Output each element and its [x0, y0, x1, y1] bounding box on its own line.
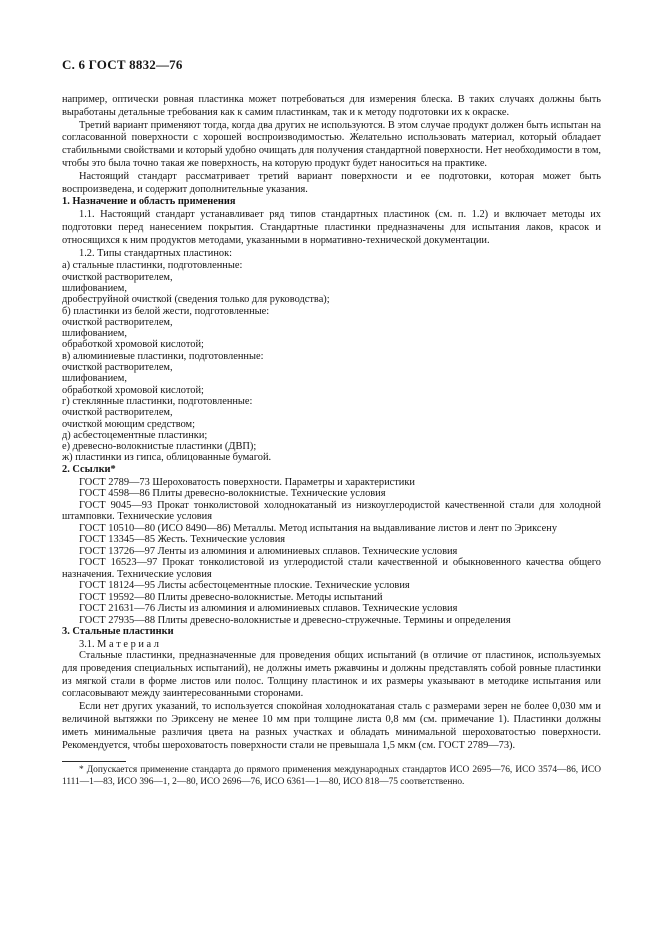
plate-type-item: обработкой хромовой кислотой; [62, 384, 204, 396]
intro-paragraph: Третий вариант применяют тогда, когда два других не используются. В этом случае продукт должен быть испытан на согласованной поверхности с хорошей воспроизводимостью. Желательно использовать материал, который обладает стабильными свойствами и который удобно очищать для получения стандартной поверхности. Нет необходимости в том, чтобы это была точно такая же поверхность, на которую продукт будет наноситься на практике. [62, 119, 601, 169]
plate-type-item: обработкой хромовой кислотой; [62, 339, 204, 351]
gost-reference: ГОСТ 13345—85 Жесть. Технические условия [79, 534, 286, 545]
gost-reference: ГОСТ 4598—86 Плиты древесно-волокнистые. Технические условия [79, 488, 386, 499]
plate-type-item: очисткой растворителем, [62, 362, 173, 374]
plate-type-item: д) асбестоцементные пластинки; [62, 429, 208, 441]
plate-type-item: а) стальные пластинки, подготовленные: [62, 260, 243, 272]
gost-reference: ГОСТ 2789—73 Шероховатость поверхности. Параметры и характеристики [79, 476, 415, 488]
gost-reference: ГОСТ 18124—95 Листы асбестоцементные плоские. Технические условия [79, 580, 410, 591]
footnote-divider [62, 761, 126, 762]
section-3-heading: 3. Стальные пластинки [62, 626, 174, 637]
footnote-text: * Допускается применение стандарта до прямого применения международных стандартов ИСО 2695—76, ИСО 3574—86, ИСО 1111—1—83, ИСО 396—1, 2—80, ИСО 2696—76, ИСО 6361—1—80, ИСО 818—75 соответственно. [62, 765, 601, 787]
gost-reference: ГОСТ 9045—93 Прокат тонколистовой холоднокатаный из низкоуглеродистой качественной стали для холодной штамповки. Технические условия [62, 499, 601, 522]
gost-reference: ГОСТ 21631—76 Листы из алюминия и алюминиевых сплавов. Технические условия [79, 603, 458, 614]
plate-type-item: очисткой моющим средством; [62, 418, 196, 430]
gost-reference: ГОСТ 13726—97 Ленты из алюминия и алюминиевых сплавов. Технические условия [79, 545, 458, 557]
intro-paragraph: Настоящий стандарт рассматривает третий вариант поверхности и ее подготовки, которая может быть воспроизведена, и содержит дополнительные указания. [62, 170, 601, 195]
plate-type-item: е) древесно-волокнистые пластинки (ДВП); [62, 441, 257, 453]
paragraph-1-2: 1.2. Типы стандартных пластинок: [79, 247, 233, 259]
page-header: С. 6 ГОСТ 8832—76 [62, 57, 183, 72]
intro-paragraph: например, оптически ровная пластинка может потребоваться для измерения блеска. В таких случаях должны быть выработаны детальные требования как к самим пластинкам, так и к методу подготовки их к окраске. [62, 94, 601, 118]
gost-reference: ГОСТ 19592—80 Плиты древесно-волокнистые. Методы испытаний [79, 591, 383, 603]
section-2-heading: 2. Ссылки* [62, 463, 116, 475]
paragraph-3-1: Если нет других указаний, то используется спокойная холоднокатаная сталь с размерами зерен не более 0,030 мм и величиной вытяжки по Эриксену не менее 10 мм при толщине листа 0,8 мм (см. примечание 1). Пластинки должны иметь минимальные различия цвета на разных участках и обладать минимальной шероховатостью поверхности. Рекомендуется, чтобы шероховатость поверхности стали не превышала 1,5 мкм (см. ГОСТ 2789—73). [62, 701, 601, 751]
plate-type-item: очисткой растворителем, [62, 407, 173, 419]
plate-type-item: очисткой растворителем, [62, 271, 173, 283]
plate-type-item: шлифованием, [62, 282, 127, 294]
paragraph-1-1: 1.1. Настоящий стандарт устанавливает ряд типов стандартных пластинок (см. п. 1.2) и включает методы их подготовки перед нанесением покрытия. Стандартные пластинки предназначены для испытания лаков, красок и относящихся к ним продуктов методами, указанными в нормативно-технической документации. [62, 209, 601, 246]
plate-type-item: в) алюминиевые пластинки, подготовленные: [62, 350, 264, 362]
plate-type-item: дробеструйной очисткой (сведения только для руководства); [62, 294, 330, 306]
paragraph-3-1: Стальные пластинки, предназначенные для проведения общих испытаний (в отличие от пластинок, используемых для проведения специальных испытаний), не должны иметь ржавчины и должны представлять собой ровные пластинки из мягкой стали в форме листов или полос. Толщину пластинок и их размеры указывают в методике испытания или согласовывают между заинтересованными сторонами. [62, 650, 601, 700]
section-1-heading: 1. Назначение и область применения [62, 196, 236, 208]
gost-reference: ГОСТ 27935—88 Плиты древесно-волокнистые и древесно-стружечные. Термины и определения [79, 614, 511, 626]
plate-type-item: шлифованием, [62, 328, 127, 340]
gost-reference: ГОСТ 16523—97 Прокат тонколистовой из углеродистой стали качественной и обыкновенного качества общего назначения. Технические условия [62, 557, 601, 580]
material-subheading: 3.1. М а т е р и а л [79, 638, 159, 650]
plate-type-item: г) стеклянные пластинки, подготовленные: [62, 395, 253, 407]
plate-types-list [62, 260, 601, 463]
plate-type-item: ж) пластинки из гипса, облицованные бумагой. [62, 452, 272, 464]
plate-type-item: очисткой растворителем, [62, 316, 173, 328]
gost-references-list [62, 477, 601, 627]
plate-type-item: б) пластинки из белой жести, подготовленные: [62, 305, 270, 317]
plate-type-item: шлифованием, [62, 373, 127, 385]
gost-reference: ГОСТ 10510—80 (ИСО 8490—86) Металлы. Метод испытания на выдавливание листов и лент по Эриксену [79, 522, 558, 534]
